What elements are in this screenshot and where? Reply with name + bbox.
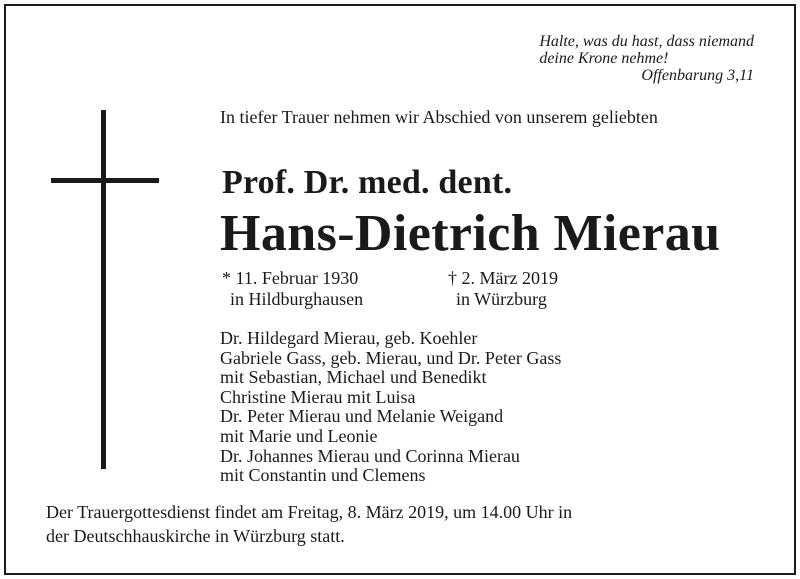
obituary-frame	[4, 4, 796, 575]
family-line: Dr. Peter Mierau und Melanie Weigand	[220, 406, 504, 427]
family-line: Gabriele Gass, geb. Mierau, und Dr. Peter Gass	[220, 347, 562, 368]
death-place: in Würzburg	[456, 289, 547, 309]
family-line: Christine Mierau mit Luisa	[220, 386, 416, 407]
quote-reference: Offenbarung 3,11	[641, 67, 754, 84]
academic-title: Prof. Dr. med. dent.	[222, 164, 513, 201]
family-line: Dr. Hildegard Mierau, geb. Koehler	[220, 328, 478, 348]
death-info	[448, 268, 558, 310]
deceased-name: Hans-Dietrich Mierau	[220, 205, 721, 262]
service-line-2: der Deutschhauskirche in Würzburg statt.	[46, 526, 345, 546]
quote-line-2: deine Krone nehme!	[539, 50, 669, 67]
family-line: mit Sebastian, Michael und Benedikt	[220, 367, 487, 388]
quote-line-1: Halte, was du hast, dass niemand	[539, 33, 754, 50]
family-line: Dr. Johannes Mierau und Corinna Mierau	[220, 445, 520, 466]
birth-place: in Hildburghausen	[230, 289, 364, 309]
death-date: † 2. März 2019	[448, 268, 558, 288]
intro-text: In tiefer Trauer nehmen wir Abschied von unserem geliebten	[220, 107, 658, 127]
family-list	[220, 329, 561, 486]
bible-quote	[539, 33, 754, 84]
cross-horizontal-bar	[51, 178, 159, 183]
birth-date: * 11. Februar 1930	[222, 268, 359, 288]
service-line-1: Der Trauergottesdienst findet am Freitag, 8. März 2019, um 14.00 Uhr in	[46, 502, 573, 522]
cross-vertical-bar	[101, 110, 106, 469]
birth-info	[222, 268, 363, 310]
family-line: mit Constantin und Clemens	[220, 465, 426, 486]
service-notice	[46, 500, 572, 548]
family-line: mit Marie und Leonie	[220, 425, 378, 446]
